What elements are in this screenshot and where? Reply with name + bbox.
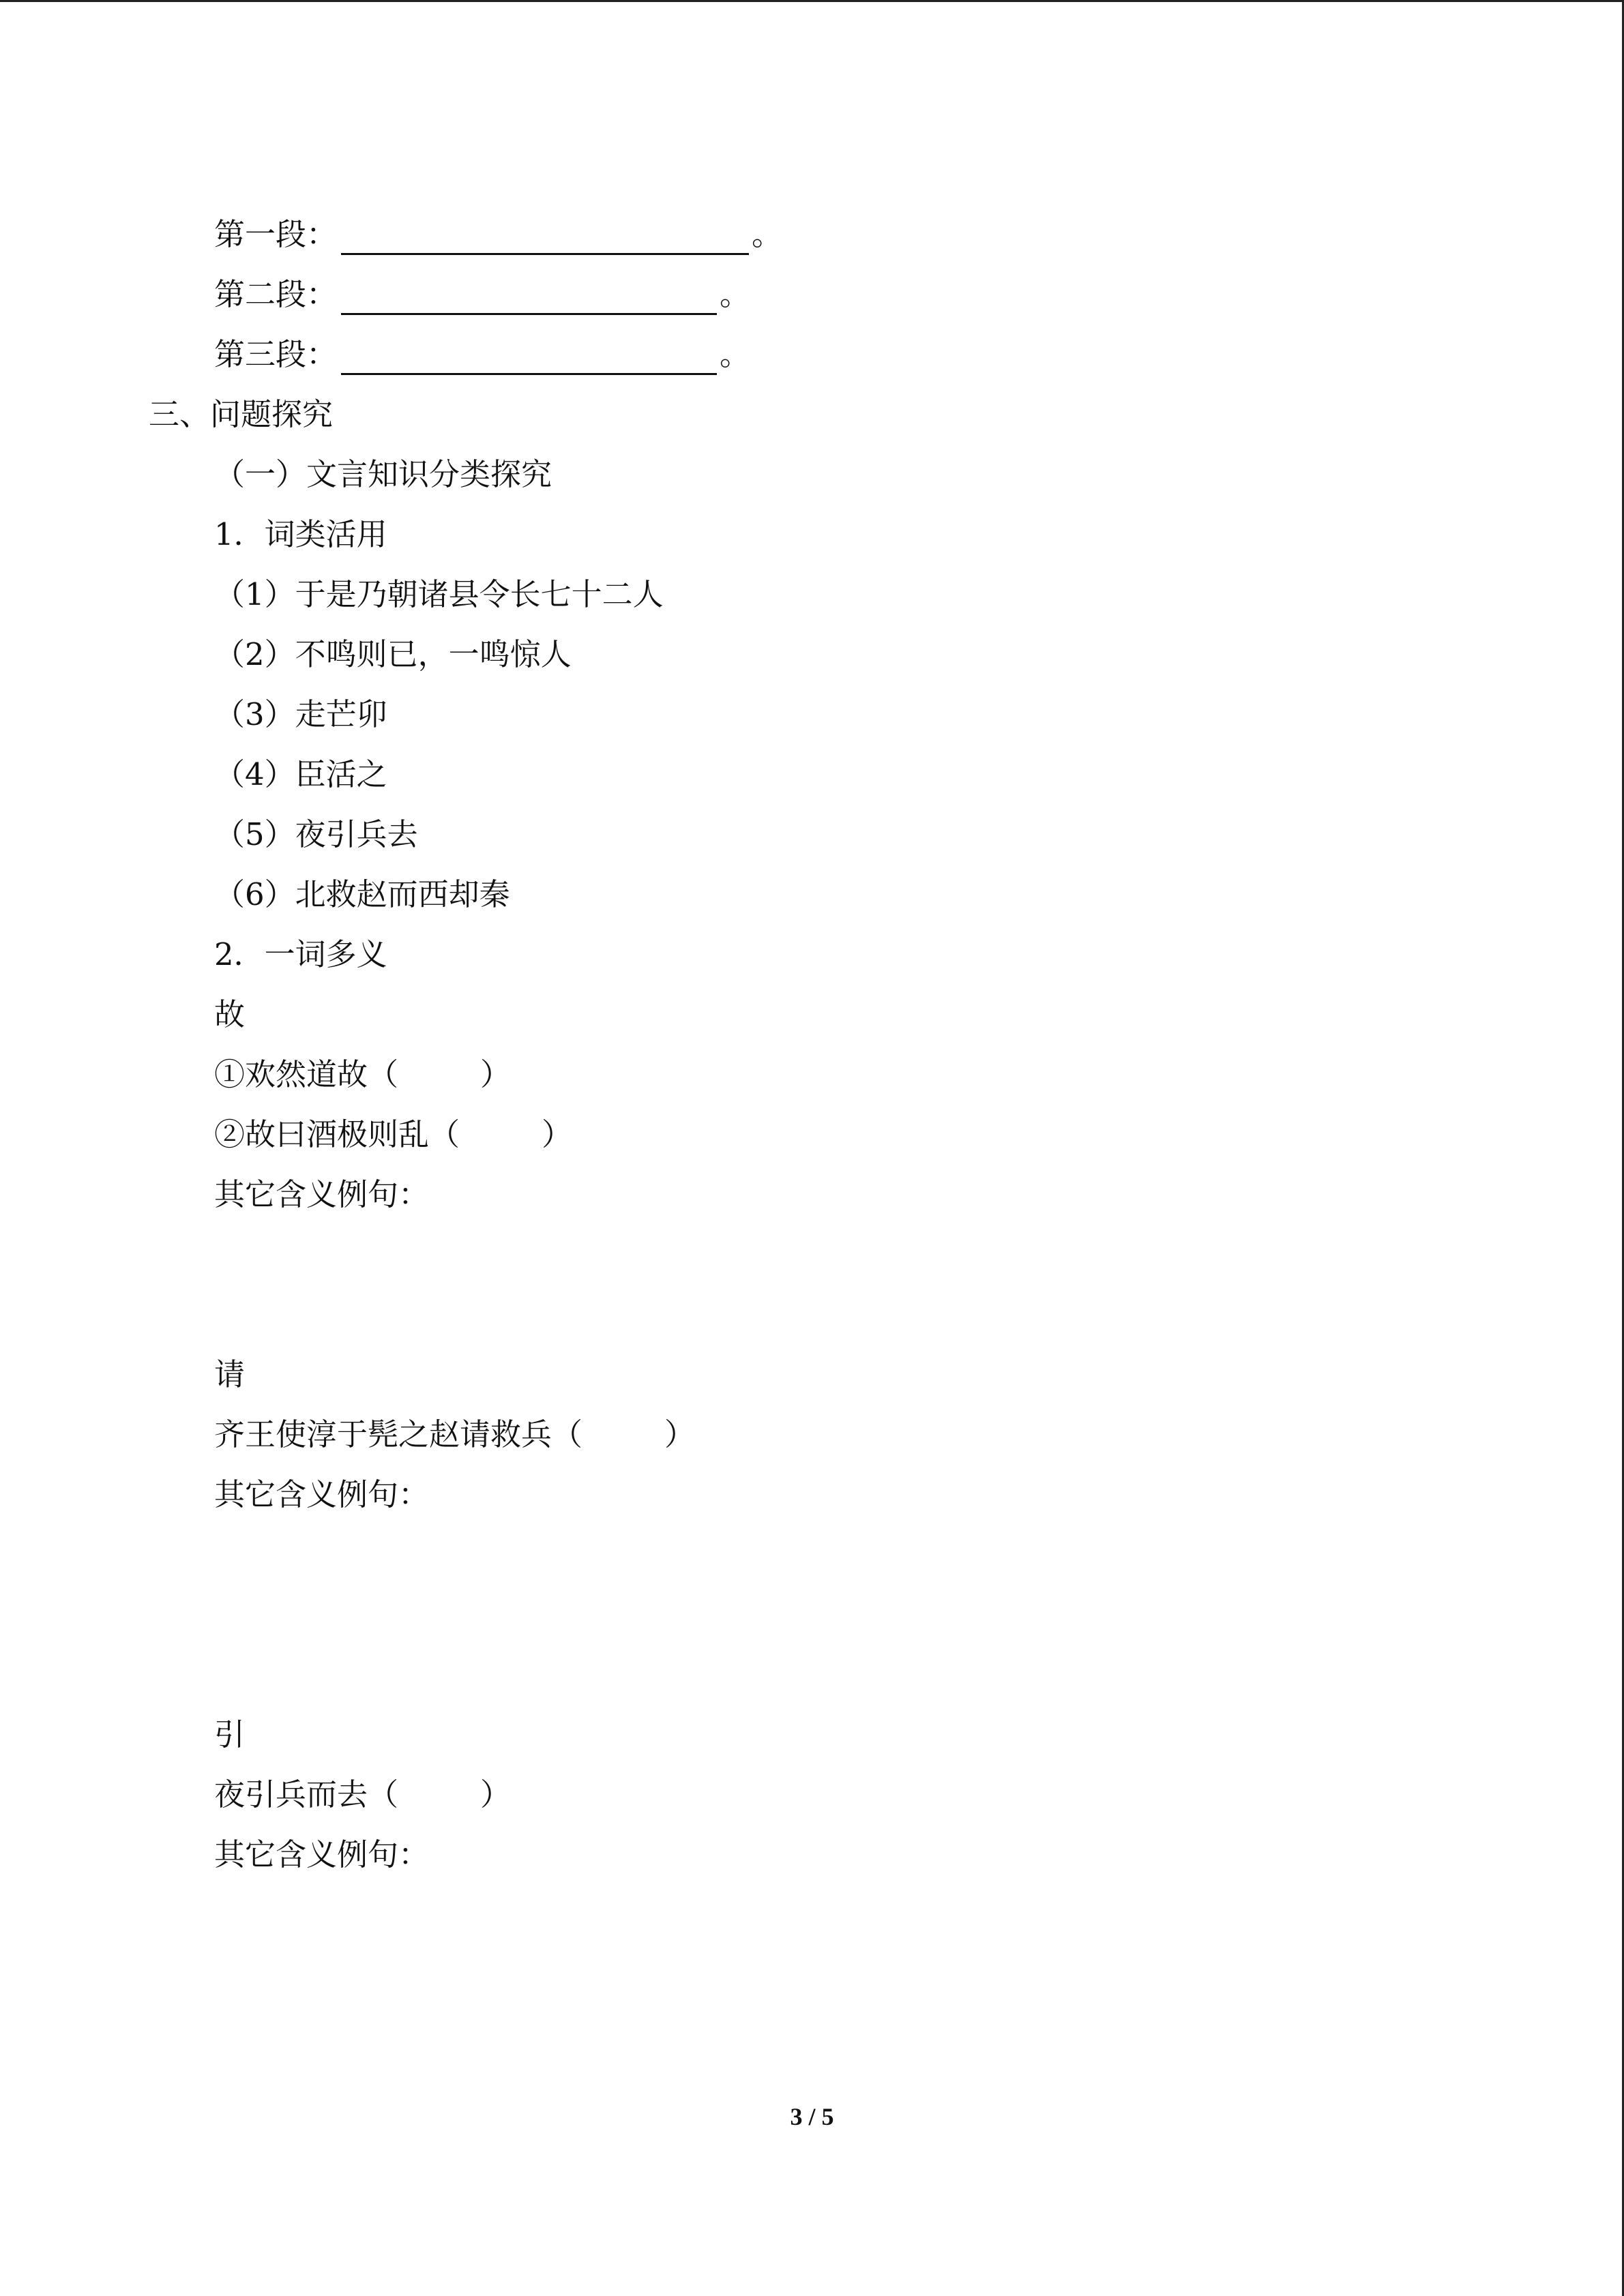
word-gu: 故	[214, 996, 246, 1032]
summary-blank-3[interactable]	[341, 343, 717, 375]
part1-heading: 1．词类活用	[214, 516, 387, 552]
part1-item-5: （5）夜引兵去	[214, 816, 418, 852]
gu-other-label: 其它含义例句：	[214, 1176, 430, 1212]
part1-item-6: （6）北救赵而西却秦	[214, 876, 510, 912]
subsection-heading: （一）文言知识分类探究	[214, 456, 552, 492]
page-top-border	[0, 0, 1624, 2]
gu-example-1-text: ①欢然道故（	[214, 1056, 399, 1092]
word-qing: 请	[214, 1356, 246, 1392]
summary-line-3	[214, 334, 750, 375]
section-heading: 三、问题探究	[149, 396, 334, 432]
part1-item-1: （1）于是乃朝诸县令长七十二人	[214, 576, 664, 612]
yin-example-1-close: ）	[480, 1776, 512, 1813]
yin-example-1-text: 夜引兵而去（	[214, 1776, 399, 1813]
qing-other-label: 其它含义例句：	[214, 1476, 430, 1512]
summary-label-1: 第一段：	[214, 216, 338, 252]
gu-example-2-close: ）	[542, 1116, 573, 1152]
summary-end-2: 。	[720, 276, 751, 312]
qing-example-1-close: ）	[664, 1416, 696, 1452]
gu-example-2	[214, 1114, 572, 1155]
qing-example-1	[214, 1414, 695, 1455]
yin-other-label: 其它含义例句：	[214, 1836, 430, 1873]
gu-example-1-close: ）	[480, 1056, 512, 1092]
summary-end-1: 。	[752, 216, 783, 252]
summary-blank-1[interactable]	[341, 223, 749, 255]
yin-example-1	[214, 1774, 511, 1815]
gu-example-1	[214, 1054, 511, 1095]
qing-example-1-text: 齐王使淳于髡之赵请救兵（	[214, 1416, 583, 1452]
summary-label-2: 第二段：	[214, 276, 338, 312]
page-number: 3 / 5	[790, 2103, 834, 2130]
gu-example-2-text: ②故曰酒极则乱（	[214, 1116, 460, 1152]
summary-line-1	[214, 214, 782, 255]
part1-item-2: （2）不鸣则已，一鸣惊人	[214, 636, 572, 672]
part1-item-3: （3）走芒卯	[214, 696, 387, 732]
summary-end-3: 。	[720, 336, 751, 372]
word-yin: 引	[214, 1716, 246, 1753]
summary-blank-2[interactable]	[341, 283, 717, 315]
part1-item-4: （4）臣活之	[214, 756, 387, 792]
summary-line-2	[214, 274, 750, 315]
summary-label-3: 第三段：	[214, 336, 338, 372]
part2-heading: 2．一词多义	[214, 936, 387, 972]
